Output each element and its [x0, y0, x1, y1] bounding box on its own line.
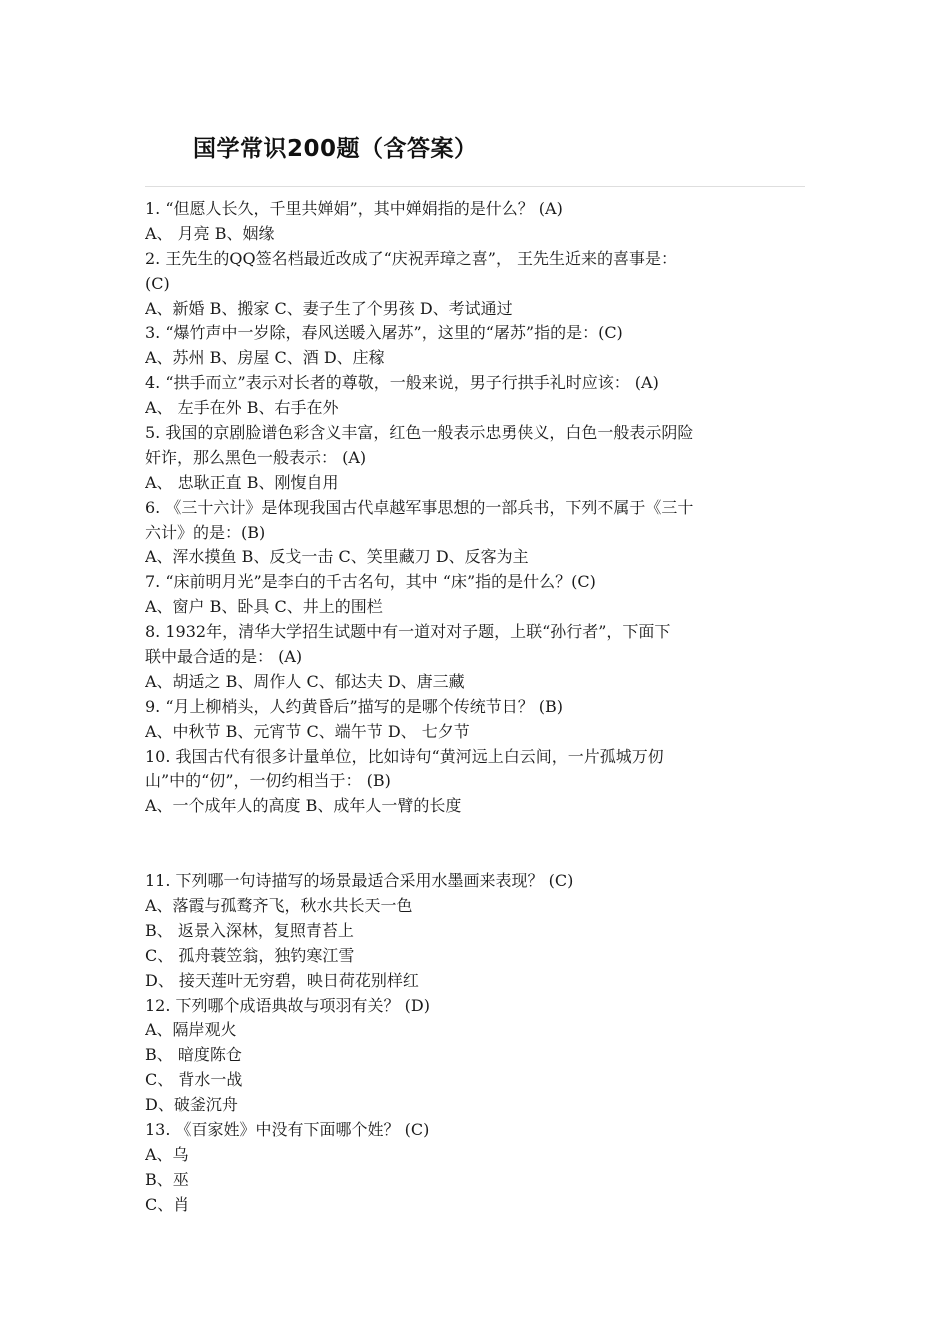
text-line: A、胡适之 B、周作人 C、郁达夫 D、唐三藏: [145, 671, 465, 691]
text-line: A、乌: [145, 1144, 189, 1164]
text-line: 13. 《百家姓》中没有下面哪个姓？ (C): [145, 1119, 430, 1139]
text-line: A、 忠耿正直 B、刚愎自用: [145, 472, 339, 492]
text-line: 3. “爆竹声中一岁除，春风送暖入屠苏”，这里的“屠苏”指的是：(C): [145, 323, 623, 343]
blank-line: [145, 844, 810, 869]
title-divider: [145, 186, 805, 187]
text-line: A、窗户 B、卧具 C、井上的围栏: [145, 597, 383, 617]
text-line: 12. 下列哪个成语典故与项羽有关？ (D): [145, 995, 430, 1015]
text-line: A、中秋节 B、元宵节 C、端午节 D、 七夕节: [145, 721, 470, 741]
text-line: 4. “拱手而立”表示对长者的尊敬，一般来说，男子行拱手礼时应该： (A): [145, 373, 659, 393]
blank-line: [145, 819, 810, 844]
text-line: 8. 1932年，清华大学招生试题中有一道对对子题，上联“孙行者”，下面下: [145, 622, 671, 642]
text-line: 11. 下列哪一句诗描写的场景最适合采用水墨画来表现？ (C): [145, 871, 574, 891]
document-body: [145, 197, 810, 1218]
text-line: D、破釜沉舟: [145, 1095, 238, 1115]
text-line: A、隔岸观火: [145, 1020, 237, 1040]
document-title: 国学常识200题（含答案）: [193, 136, 478, 162]
text-line: A、新婚 B、搬家 C、妻子生了个男孩 D、考试通过: [145, 298, 513, 318]
text-line: D、 接天莲叶无穷碧，映日荷花别样红: [145, 970, 419, 990]
text-line: 六计》的是：(B): [145, 522, 266, 542]
text-line: B、 返景入深林，复照青苔上: [145, 920, 354, 940]
text-line: B、巫: [145, 1169, 189, 1189]
text-line: 9. “月上柳梢头，人约黄昏后”描写的是哪个传统节日？ (B): [145, 696, 564, 716]
text-line: A、苏州 B、房屋 C、酒 D、庄稼: [145, 348, 385, 368]
text-line: C、肖: [145, 1194, 190, 1214]
text-line: C、 背水一战: [145, 1070, 243, 1090]
text-line: (C): [145, 273, 170, 293]
text-line: 联中最合适的是： (A): [145, 647, 303, 667]
text-line: B、 暗度陈仓: [145, 1045, 242, 1065]
text-line: C、 孤舟蓑笠翁，独钓寒江雪: [145, 945, 355, 965]
text-line: A、落霞与孤鹜齐飞，秋水共长天一色: [145, 895, 413, 915]
text-line: 10. 我国古代有很多计量单位，比如诗句“黄河远上白云间，一片孤城万仞: [145, 746, 664, 766]
text-line: 1. “但愿人长久，千里共婵娟”，其中婵娟指的是什么？ (A): [145, 199, 563, 218]
text-line: 奸诈，那么黑色一般表示： (A): [145, 447, 367, 467]
text-line: 5. 我国的京剧脸谱色彩含义丰富，红色一般表示忠勇侠义，白色一般表示阴险: [145, 423, 694, 443]
text-line: 山”中的“仞”，一仞约相当于： (B): [145, 771, 391, 791]
text-line: 2. 王先生的QQ签名档最近改成了“庆祝弄璋之喜”， 王先生近来的喜事是：: [145, 248, 678, 268]
text-line: A、 左手在外 B、右手在外: [145, 398, 339, 418]
text-line: A、一个成年人的高度 B、成年人一臂的长度: [145, 796, 462, 816]
text-line: A、浑水摸鱼 B、反戈一击 C、笑里藏刀 D、反客为主: [145, 547, 529, 567]
text-line: 7. “床前明月光”是李白的千古名句，其中 “床”指的是什么？(C): [145, 572, 596, 592]
text-line: A、 月亮 B、姻缘: [145, 223, 275, 243]
text-line: 6. 《三十六计》是体现我国古代卓越军事思想的一部兵书，下列不属于《三十: [145, 497, 694, 517]
